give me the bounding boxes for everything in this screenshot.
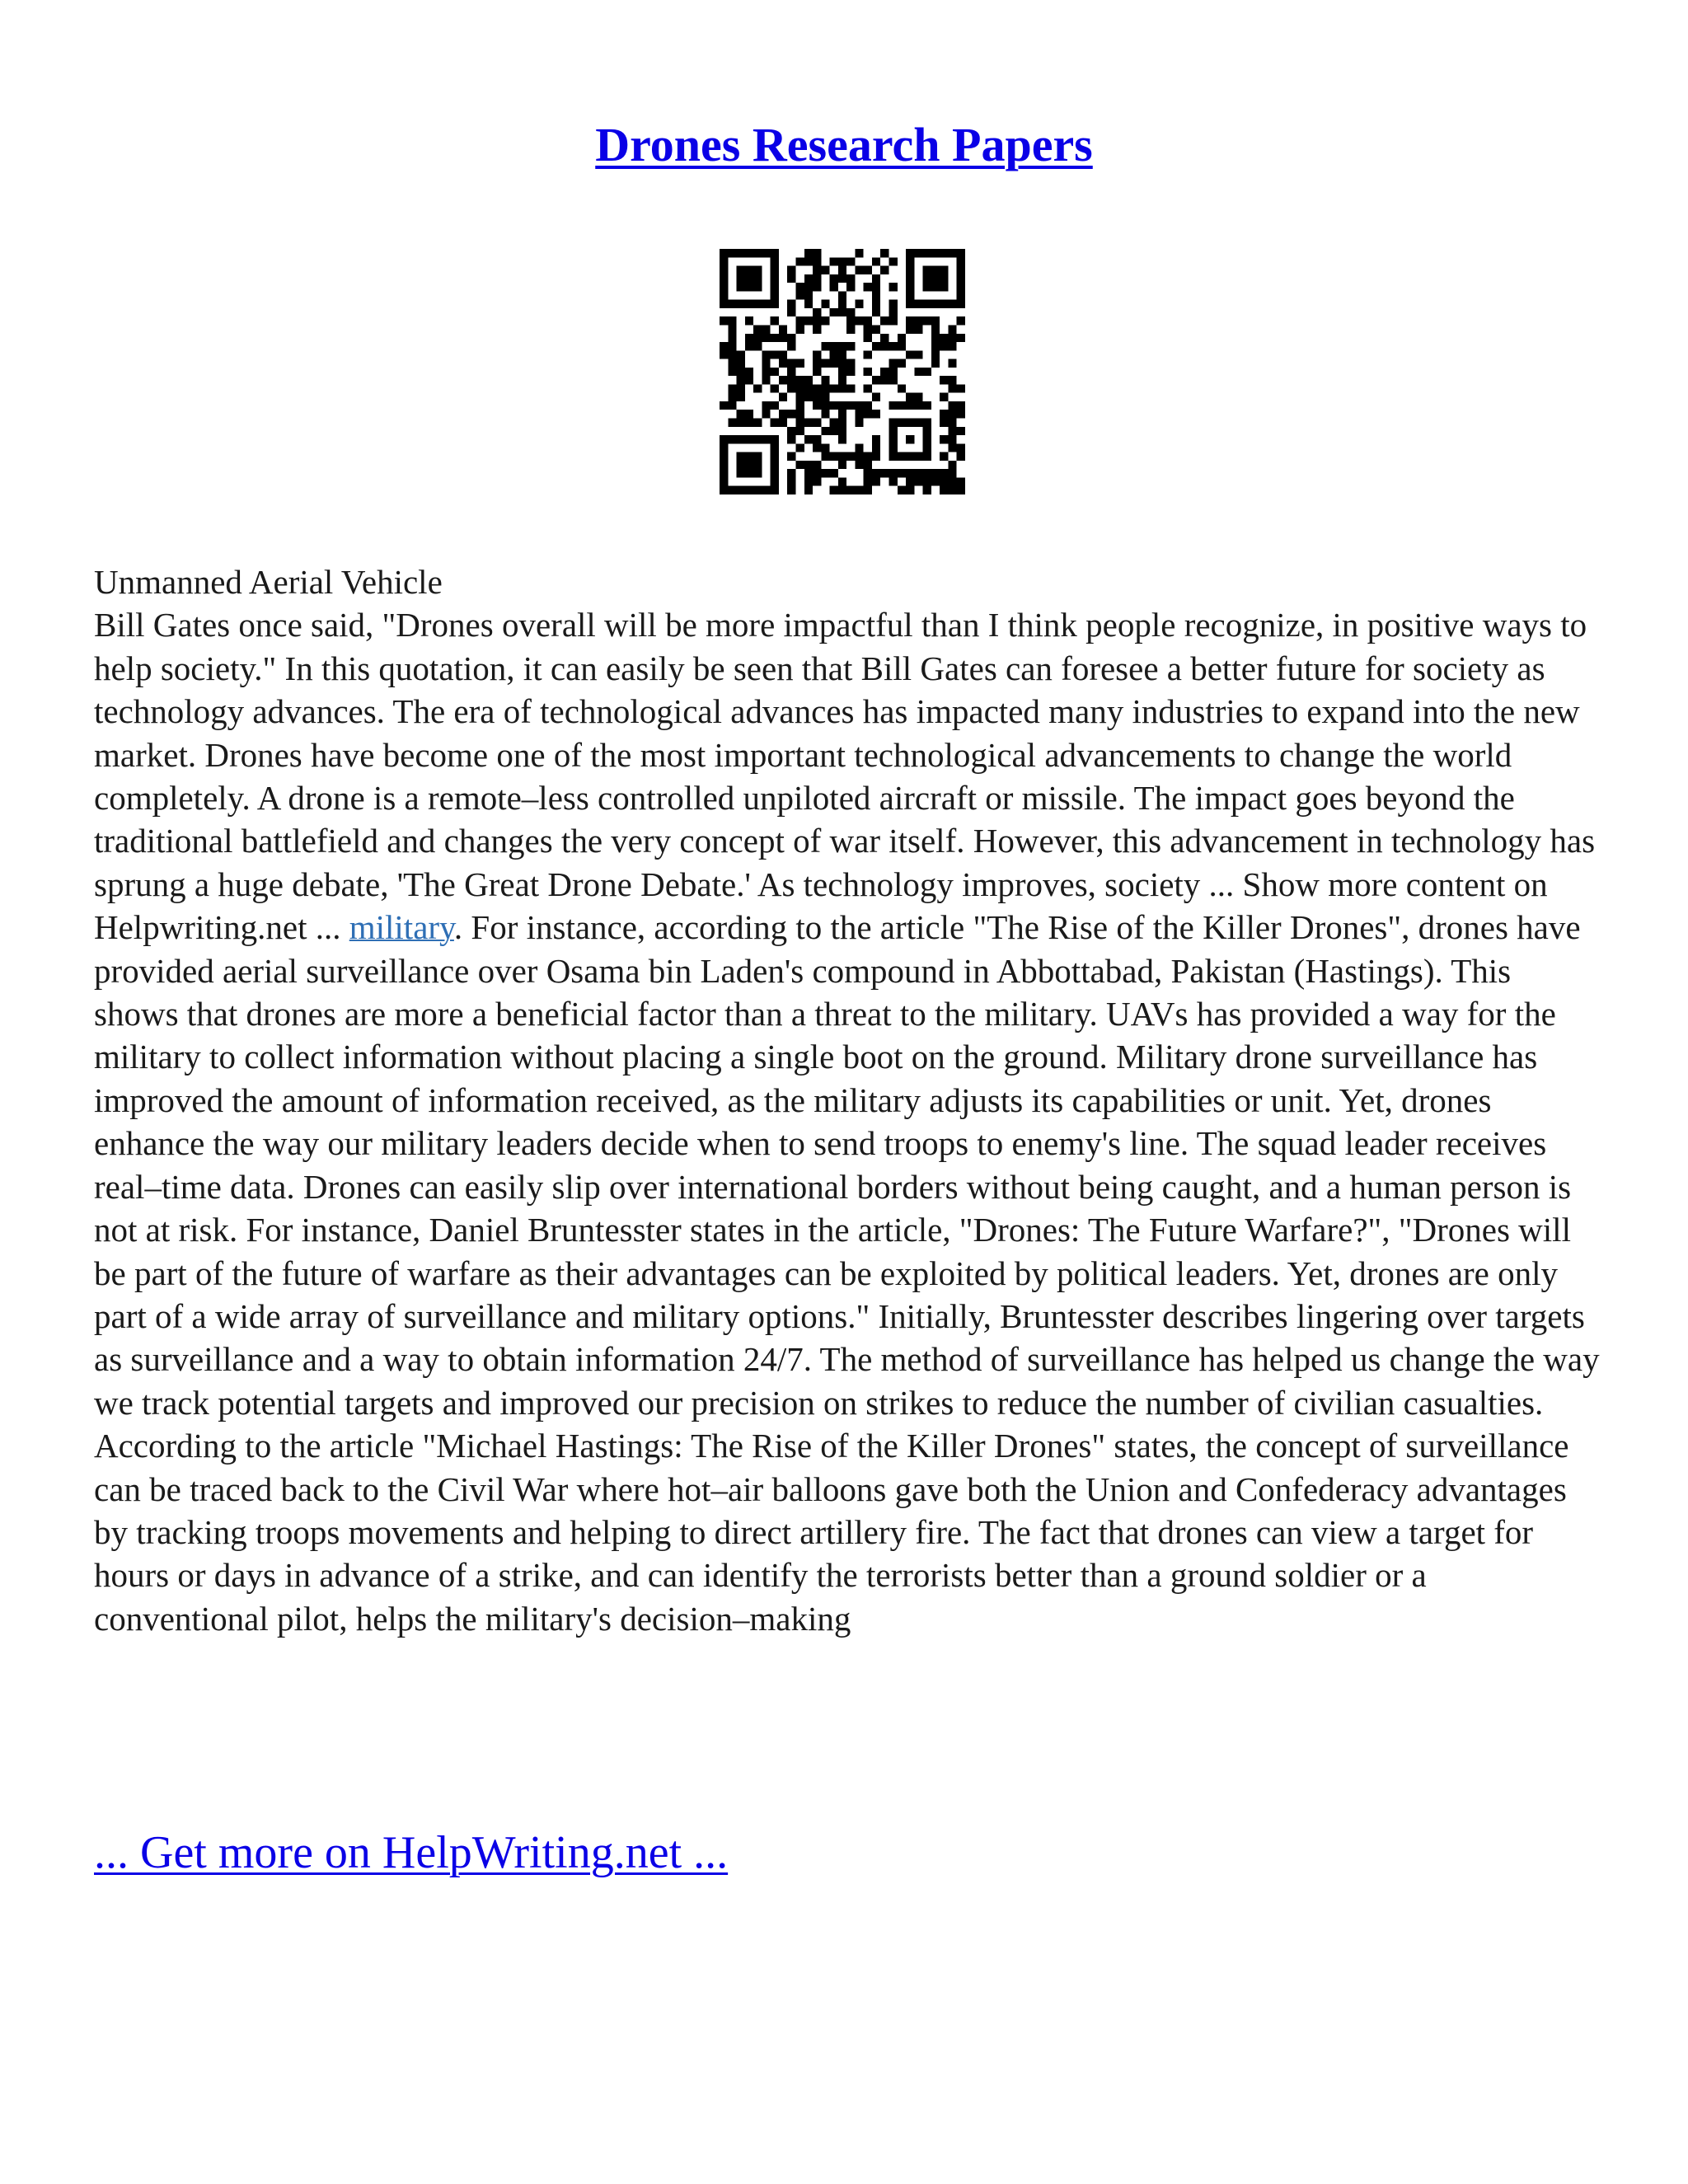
paragraph-part-1: Bill Gates once said, "Drones overall will be more impactful than I think people recognize, in positive ways to help society." In this quotation, it can easily be seen that Bill Gates can foresee a better future for society as technology advances. The era of technological advances has impacted many industries to expand into the new market. Drones have become one of the most important technological advancements to change the world completely. A drone is a remote–less controlled unpiloted aircraft or missile. The impact goes beyond the traditional battlefield and changes the very concept of war itself. However, this advancement in technology has sprung a huge debate, 'The Great Drone Debate.' As technology improves, society ... Show more content on Helpwriting.net ... — [94, 606, 1596, 947]
qr-code-icon — [720, 249, 965, 494]
paragraph-part-2: . For instance, according to the article "The Rise of the Killer Drones", drones have provided aerial surveillance over Osama bin Laden's compound in Abbottabad, Pakistan (Hastings). This shows that drones are more a beneficial factor than a threat to the military. UAVs has provided a way for the military to collect information without placing a single boot on the ground. Military drone surveillance has improved the amount of information received, as the military adjusts its capabilities or unit. Yet, drones enhance the way our military leaders decide when to send troops to enemy's line. The squad leader receives real–time data. Drones can easily slip over international borders without being caught, and a human person is not at risk. For instance, Daniel Bruntesster states in the article, "Drones: The Future Warfare?", "Drones will be part of the future of warfare as their advantages can be exploited by political leaders. Yet, drones are only part of a wide array of surveillance and military options." Initially, Bruntesster describes lingering over targets as surveillance and a way to obtain information 24/7. The method of surveillance has helped us change the way we track potential targets and improved our precision on strikes to reduce the number of civilian casualties. According to the article "Michael Hastings: The Rise of the Killer Drones" states, the concept of surveillance can be traced back to the Civil War where hot–air balloons gave both the Union and Confederacy advantages by tracking troops movements and helping to direct artillery fire. The fact that drones can view a target for hours or days in advance of a strike, and can identify the terrorists better than a ground soldier or a conventional pilot, helps the military's decision–making — [94, 908, 1600, 1638]
section-heading: Unmanned Aerial Vehicle — [94, 563, 443, 601]
title-link[interactable]: Drones Research Papers — [595, 118, 1093, 171]
page-title — [0, 114, 1688, 176]
more-link-container — [94, 1823, 728, 1882]
military-link[interactable]: military — [349, 908, 454, 947]
body-text — [94, 560, 1602, 1640]
get-more-link[interactable]: ... Get more on HelpWriting.net ... — [94, 1827, 729, 1878]
